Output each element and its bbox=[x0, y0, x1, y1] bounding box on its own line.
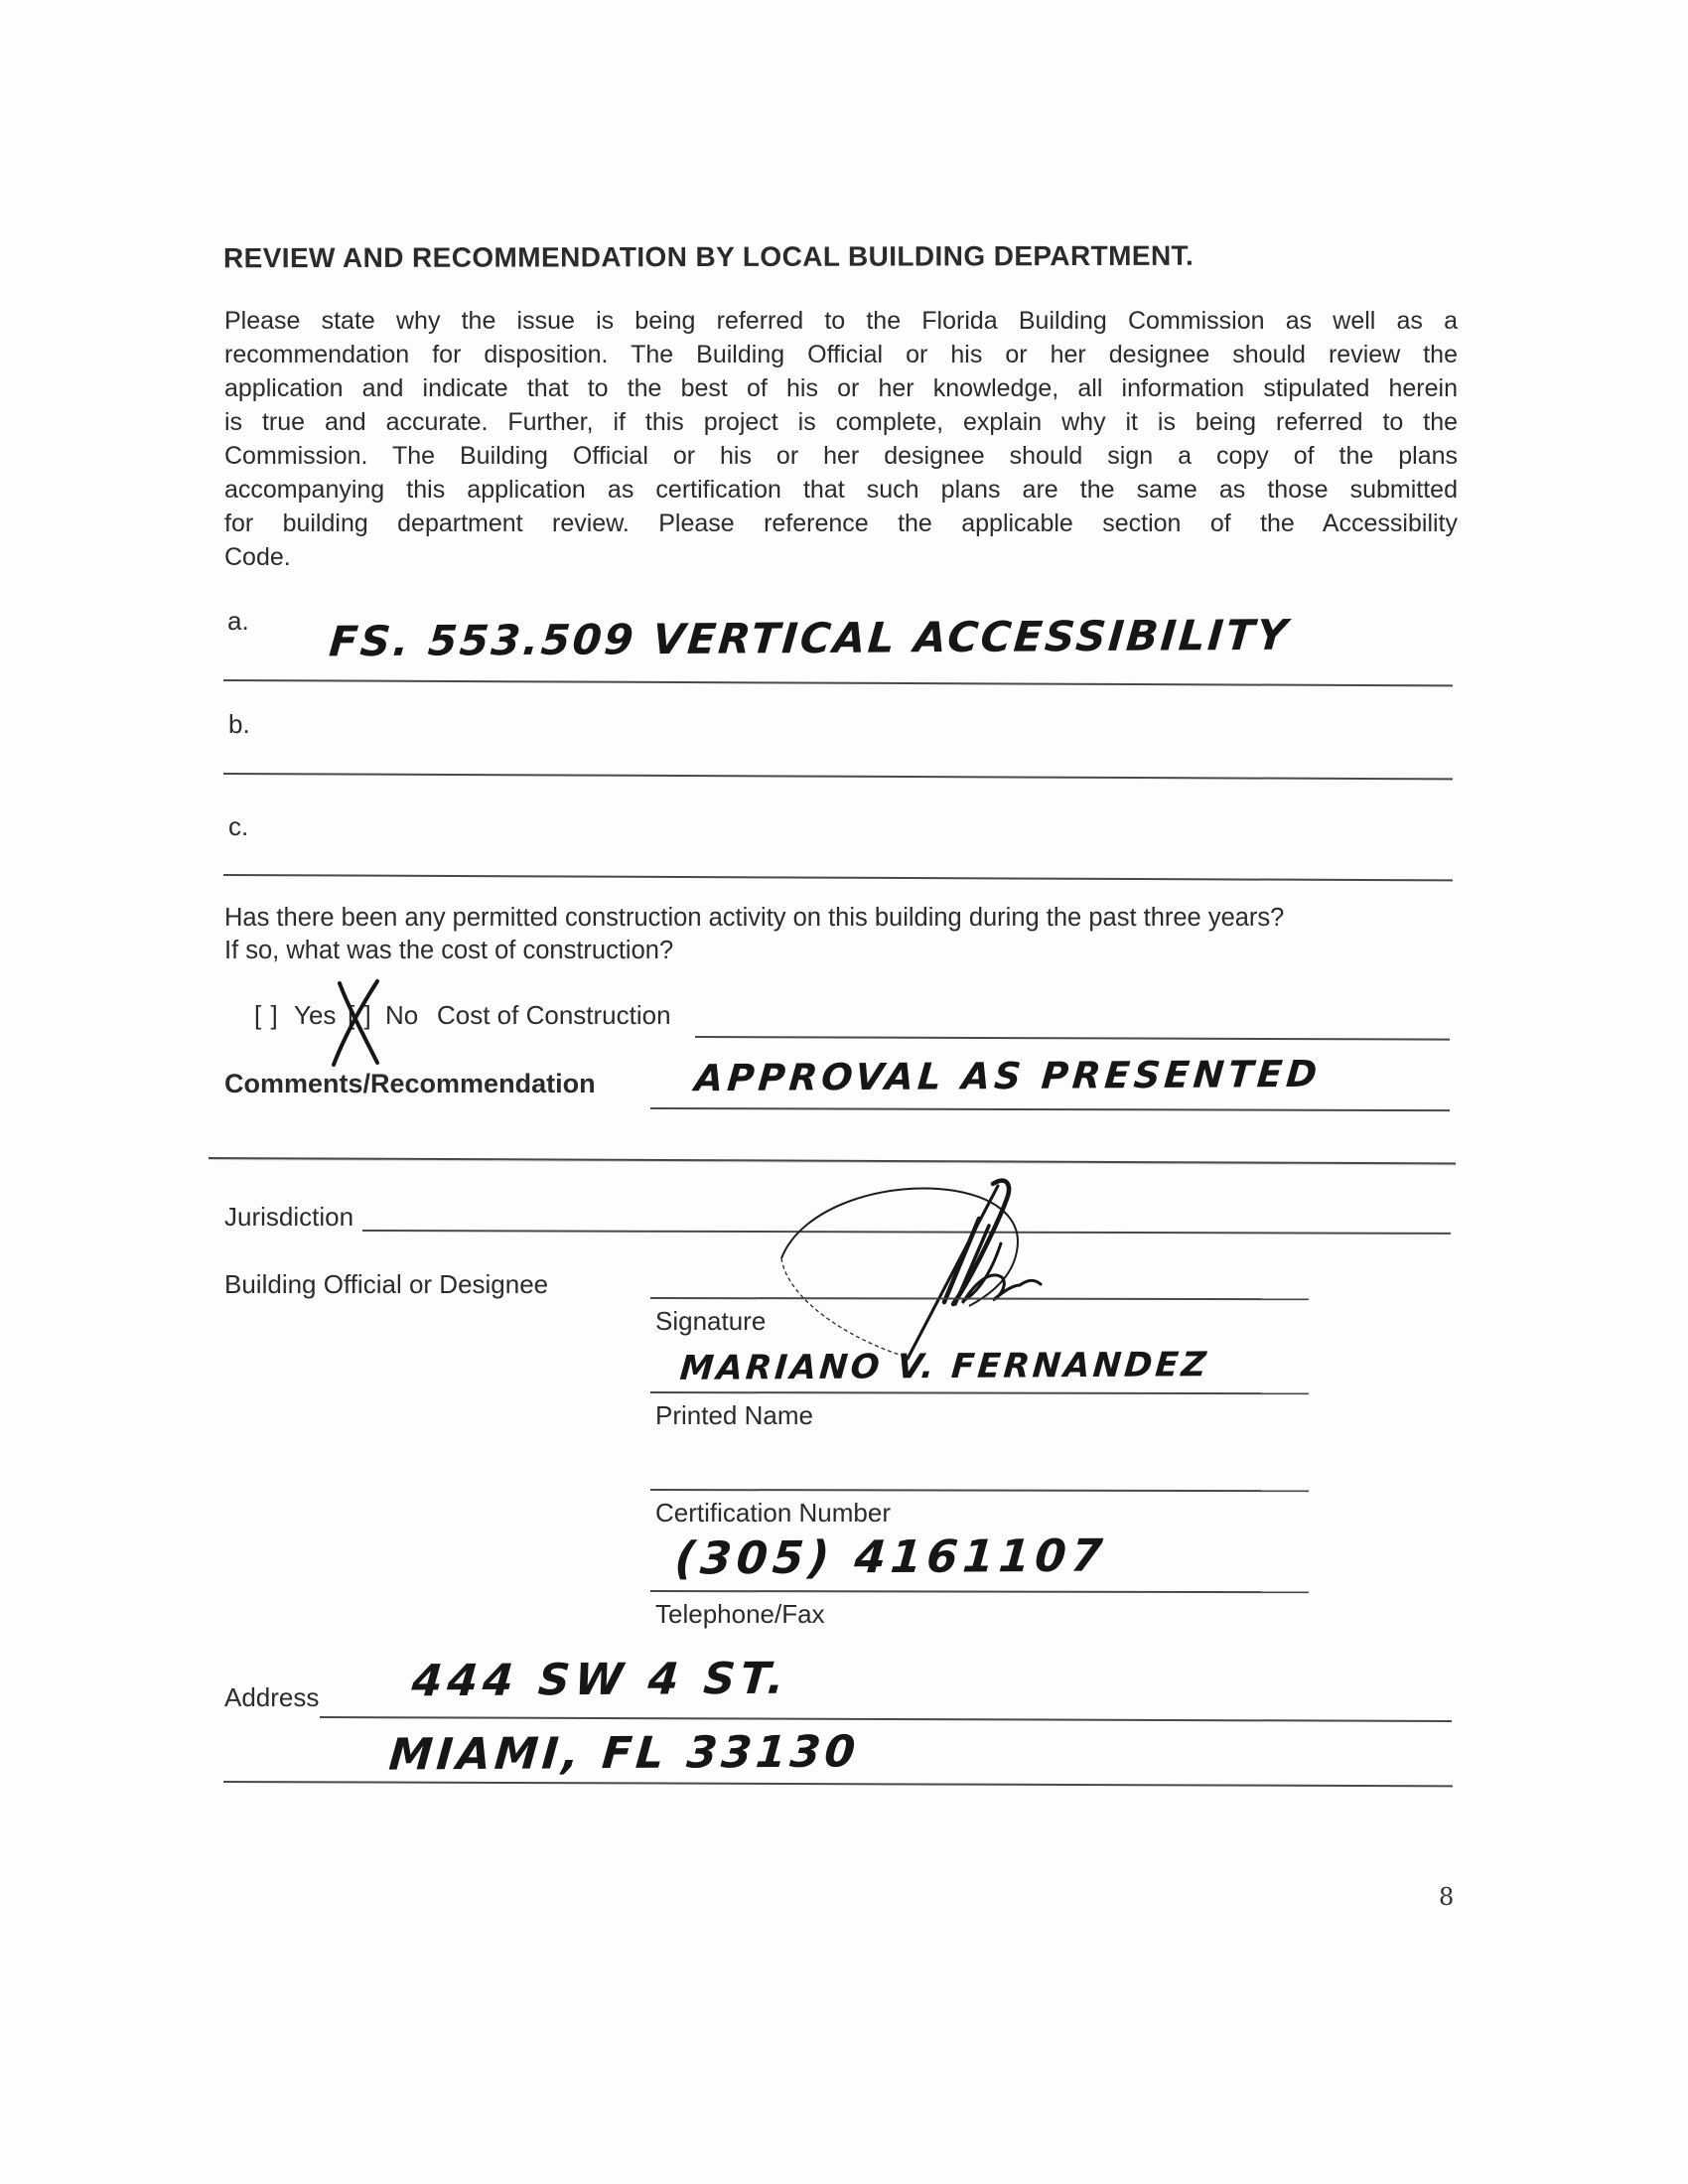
address-line1 bbox=[320, 1716, 1452, 1722]
printed-name-caption: Printed Name bbox=[655, 1400, 813, 1430]
construction-question: Has there been any permitted construction activity on this building during the past three years? If so, what was the cost of construction? bbox=[224, 904, 1285, 964]
page-title: REVIEW AND RECOMMENDATION BY LOCAL BUILDING DEPARTMENT. bbox=[222, 239, 1195, 274]
signature-scribble bbox=[757, 1174, 1064, 1363]
address-line1-value: 444 SW 4 ST. bbox=[409, 1653, 791, 1707]
cost-of-construction-line bbox=[695, 1036, 1450, 1041]
intro-paragraph: Please state why the issue is being referred to the Florida Building Commission as well as a recommendation for disposition. The Building Official or his or her designee should review the application and indicate that to the best of his or her knowledge, all information stipulated herein is true and accurate. Further, if this project is complete, explain why it is being referred to the Commission. The Building Official or his or her designee should sign a copy of the plans accompanying this application as certification that such plans are the same as those submitted for building department review. Please reference the applicable section of the Accessibility Code. bbox=[224, 307, 1458, 571]
item-b-label: b. bbox=[228, 709, 250, 739]
no-checkbox: [ ] bbox=[348, 1000, 372, 1030]
x-mark-icon bbox=[326, 977, 387, 1069]
printed-name-line bbox=[650, 1391, 1309, 1394]
comments-value: APPROVAL AS PRESENTED bbox=[693, 1052, 1323, 1100]
address-line2 bbox=[223, 1781, 1453, 1787]
item-c-label: c. bbox=[228, 811, 249, 841]
item-c-line bbox=[223, 874, 1453, 881]
telephone-line bbox=[650, 1590, 1309, 1593]
yes-label: Yes bbox=[294, 1000, 337, 1030]
section-divider bbox=[209, 1157, 1456, 1164]
certification-number-caption: Certification Number bbox=[655, 1498, 891, 1528]
address-line2-value: MIAMI, FL 33130 bbox=[386, 1726, 862, 1781]
address-label: Address bbox=[224, 1682, 320, 1712]
jurisdiction-label: Jurisdiction bbox=[224, 1202, 354, 1232]
item-b-line bbox=[223, 773, 1453, 780]
building-official-label: Building Official or Designee bbox=[224, 1269, 549, 1299]
no-label: No bbox=[385, 1000, 419, 1030]
telephone-value: (305) 4161107 bbox=[672, 1529, 1110, 1585]
comments-line bbox=[650, 1107, 1450, 1111]
telephone-caption: Telephone/Fax bbox=[655, 1599, 825, 1629]
printed-name-value: MARIANO V. FERNANDEZ bbox=[678, 1345, 1210, 1388]
item-a-value: FS. 553.509 VERTICAL ACCESSIBILITY bbox=[327, 610, 1292, 666]
page-number: 8 bbox=[1439, 1883, 1455, 1911]
comments-label: Comments/Recommendation bbox=[224, 1069, 596, 1098]
certification-number-line bbox=[650, 1489, 1309, 1492]
cost-of-construction-label: Cost of Construction bbox=[437, 1000, 671, 1030]
item-a-line bbox=[223, 679, 1453, 686]
yes-checkbox: [ ] bbox=[254, 1000, 279, 1030]
signature-caption: Signature bbox=[655, 1306, 767, 1336]
item-a-label: a. bbox=[227, 606, 249, 636]
